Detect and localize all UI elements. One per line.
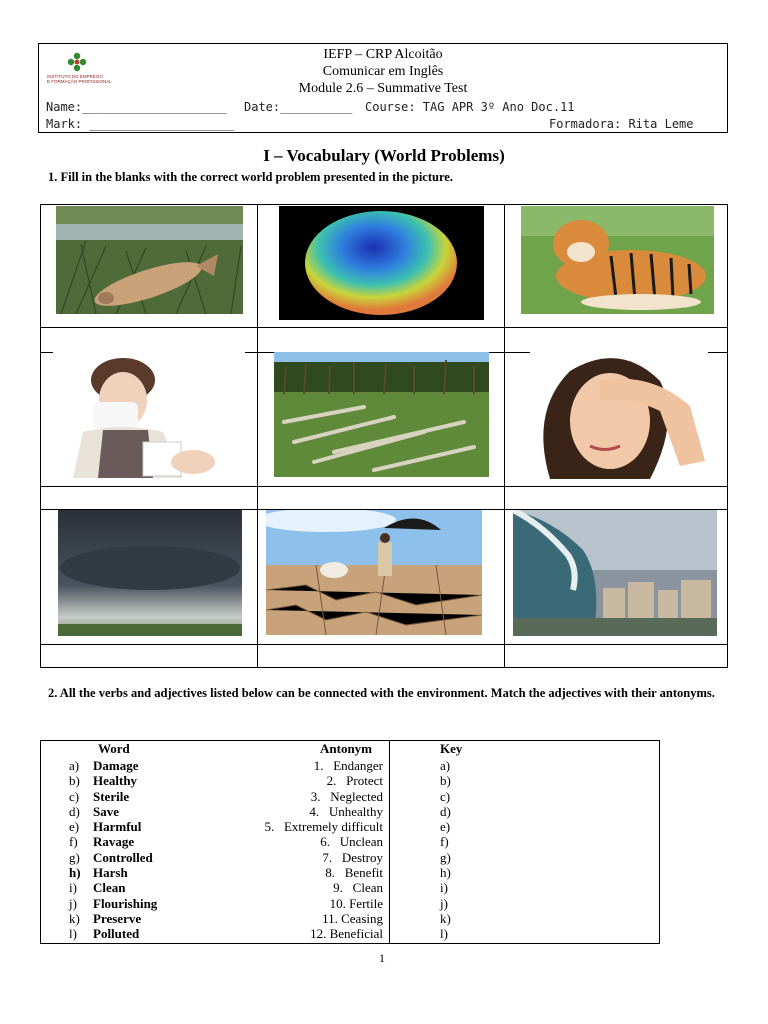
mark-field[interactable]: Mark: ____________________ [46, 117, 234, 131]
antonym-item-7: 7. Destroy [322, 849, 383, 865]
antonym-item-4: 4. Unhealthy [309, 803, 383, 819]
antonym-list [221, 758, 383, 942]
key-item-3[interactable]: c) [440, 788, 451, 804]
antonym-item-8: 8. Benefit [325, 865, 383, 881]
word-letter-10: j) [69, 895, 77, 911]
word-item-12: Polluted [93, 926, 140, 942]
word-item-2: Healthy [93, 773, 138, 789]
deforestation-photo [274, 352, 489, 477]
key-item-10[interactable]: j) [440, 895, 448, 911]
column-header-key: Key [440, 741, 463, 756]
answer-blank-5[interactable] [258, 487, 504, 509]
key-item-11[interactable]: k) [440, 910, 451, 926]
word-item-6: Ravage [93, 834, 135, 850]
key-item-8[interactable]: h) [440, 865, 451, 881]
answer-blank-2[interactable] [258, 336, 504, 352]
word-list [93, 758, 213, 942]
antonym-item-11: 11. Ceasing [322, 910, 383, 926]
header-box [38, 43, 728, 133]
word-letter-5: e) [69, 819, 80, 835]
answer-blank-6[interactable] [505, 487, 727, 509]
drought-photo [266, 510, 482, 635]
key-item-4[interactable]: d) [440, 803, 451, 819]
key-item-2[interactable]: b) [440, 773, 451, 789]
formadora-field: Formadora: Rita Leme [549, 117, 694, 131]
answer-blank-4[interactable] [41, 487, 257, 509]
word-letter-7: g) [69, 849, 80, 865]
header-institution: IEFP – CRP Alcoitão [323, 47, 443, 62]
key-item-5[interactable]: e) [440, 819, 451, 835]
course-field: Course: TAG APR 3º Ano Doc.11 [365, 100, 575, 114]
page-number: 1 [379, 951, 385, 965]
answer-blank-8[interactable] [258, 645, 504, 667]
word-letter-12: l) [69, 926, 77, 942]
word-letter-4: d) [69, 803, 80, 819]
header-course-title: Comunicar em Inglês [322, 64, 444, 79]
word-item-7: Controlled [93, 849, 153, 865]
name-field[interactable]: Name:____________________ [46, 100, 227, 114]
word-item-9: Clean [93, 880, 126, 896]
tsunami-photo [513, 510, 717, 636]
antonym-item-2: 2. Protect [326, 773, 383, 789]
picture-grid [40, 204, 728, 668]
header-module: Module 2.6 – Summative Test [298, 81, 468, 96]
antonym-item-12: 12. Beneficial [310, 926, 383, 942]
logo-text-line2: E FORMAÇÃO PROFISSIONAL [47, 79, 112, 84]
antonym-item-3: 3. Neglected [310, 788, 383, 804]
logo-text-line1: INSTITUTO DO EMPREGO [47, 74, 103, 79]
answer-blank-1[interactable] [41, 336, 257, 352]
word-item-3: Sterile [93, 788, 130, 804]
word-letter-6: f) [69, 834, 78, 850]
antonym-item-1: 1. Endanger [313, 758, 383, 773]
word-letter-9: i) [69, 880, 77, 896]
storm-cloud-photo [58, 510, 242, 636]
key-list[interactable] [440, 758, 500, 942]
word-letter-8: h) [69, 865, 81, 881]
question-2-instruction: 2. All the verbs and adjectives listed below can be connected with the environment. Match the adjectives with their antonyms. [48, 686, 715, 700]
dead-fish-photo [56, 206, 243, 314]
woman-with-flu-photo [53, 352, 245, 478]
column-header-antonym: Antonym [320, 741, 373, 756]
answer-blank-3[interactable] [505, 336, 727, 352]
antonym-item-6: 6. Unclean [320, 834, 383, 850]
word-item-11: Preserve [93, 910, 142, 926]
word-letter-11: k) [69, 910, 80, 926]
key-item-7[interactable]: g) [440, 849, 451, 865]
word-antonym-table [40, 740, 660, 944]
key-item-6[interactable]: f) [440, 834, 449, 850]
word-item-4: Save [93, 803, 119, 819]
key-item-9[interactable]: i) [440, 880, 448, 896]
section-title: I – Vocabulary (World Problems) [263, 146, 505, 165]
ozone-hole-globe-photo [279, 206, 484, 320]
tiger-photo [521, 206, 714, 314]
answer-blank-7[interactable] [41, 645, 257, 667]
word-item-1: Damage [93, 758, 139, 773]
column-header-word: Word [98, 741, 130, 756]
antonym-item-5: 5. Extremely difficult [264, 819, 383, 835]
antonym-item-10: 10. Fertile [329, 895, 383, 911]
antonym-item-9: 9. Clean [333, 880, 383, 896]
date-field[interactable]: Date:__________ [244, 100, 353, 114]
woman-headache-photo [530, 351, 708, 479]
word-item-10: Flourishing [93, 895, 158, 911]
key-item-12[interactable]: l) [440, 926, 448, 942]
word-letter-1: a) [69, 758, 80, 773]
question-1-instruction: 1. Fill in the blanks with the correct world problem presented in the picture. [48, 170, 453, 184]
word-item-8: Harsh [93, 865, 128, 881]
answer-blank-9[interactable] [505, 645, 727, 667]
word-letter-3: c) [69, 788, 80, 804]
word-item-5: Harmful [93, 819, 142, 835]
word-letter-2: b) [69, 773, 80, 789]
key-item-1[interactable]: a) [440, 758, 451, 773]
